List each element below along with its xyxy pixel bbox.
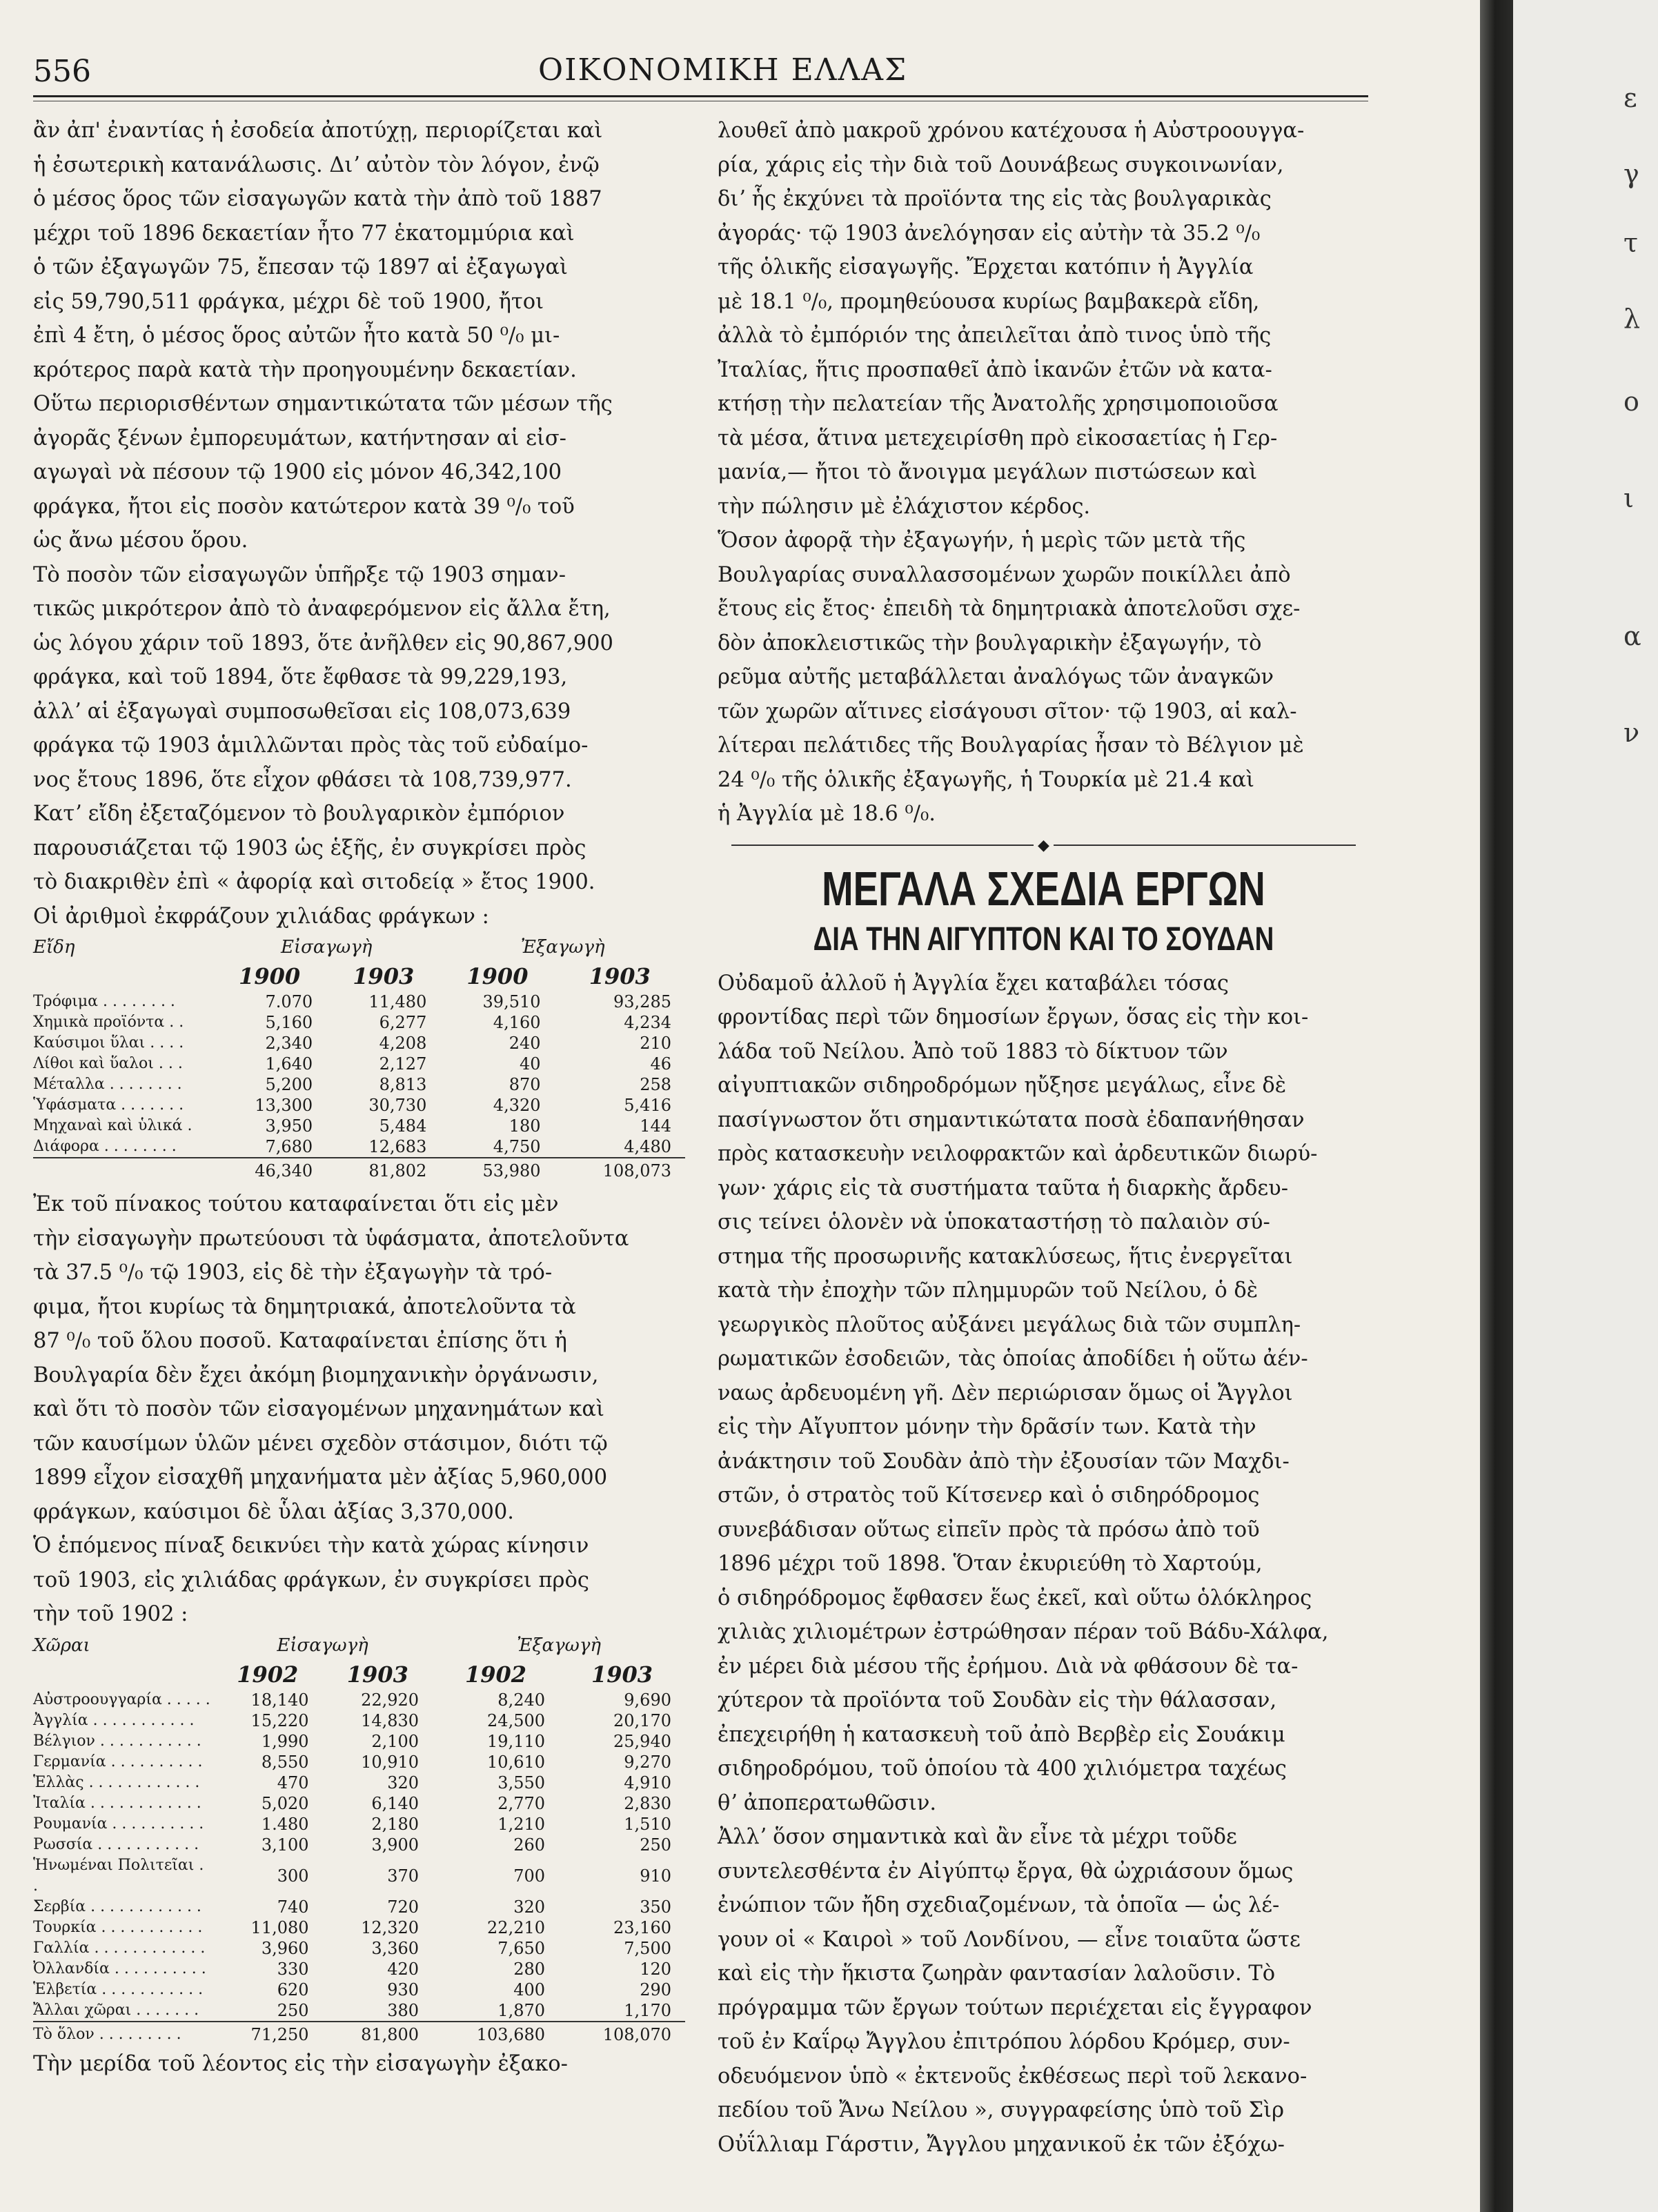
table-row-label: Μέταλλα . . . . . . . . (33, 1076, 182, 1093)
table-cell: 470 (277, 1772, 309, 1793)
table-cell: 2,180 (371, 1814, 420, 1834)
table-cell: 4,208 (379, 1034, 427, 1053)
table-row (33, 991, 685, 1012)
table-row-label: Ὑφάσματα . . . . . . . (33, 1096, 184, 1114)
table-cell: 23,160 (613, 1917, 671, 1937)
table-cell: 93,285 (613, 992, 671, 1011)
table-row-label: Σερβία . . . . . . . . . . . . (33, 1897, 201, 1915)
article-divider (718, 834, 1370, 856)
table-cell: 4,160 (493, 1013, 541, 1032)
table-cell: 3,100 (261, 1835, 309, 1855)
table-cell: 700 (513, 1866, 546, 1886)
table-cell: 4,910 (624, 1772, 671, 1793)
left-column (33, 114, 685, 2081)
table-group-export: Ἐξαγωγὴ (520, 937, 605, 958)
table-cell: 300 (277, 1866, 309, 1886)
table-cell: 720 (387, 1897, 420, 1917)
table-row (33, 1938, 685, 1959)
table-cell: 6,140 (371, 1793, 420, 1813)
table-cell: 19,110 (487, 1731, 546, 1751)
table-col-label: Εἴδη (33, 937, 75, 958)
table-year: 1902 (465, 1661, 527, 1688)
table-cell: 10,610 (487, 1752, 546, 1772)
table-total: 46,340 (213, 1158, 326, 1183)
table-total: 53,980 (440, 1158, 554, 1183)
page-number: 556 (33, 54, 91, 89)
edge-letter: α (1624, 621, 1641, 651)
table-row-label: Βέλγιον . . . . . . . . . . . (33, 1732, 201, 1750)
edge-letter: ο (1624, 386, 1639, 417)
table-row-label: Ἰταλία . . . . . . . . . . . . (33, 1794, 201, 1812)
table-cell: 400 (513, 1979, 546, 1999)
table-cell: 910 (640, 1866, 671, 1886)
table-cell: 10,910 (361, 1752, 420, 1772)
paragraph: ἂν ἀπ' ἐναντίας ἡ ἐσοδεία ἀποτύχῃ, περιορίζεται καὶ ἡ ἐσωτερικὴ κατανάλωσις. Διʼ αὐτὸν τὸν λόγον, ἐνῷ ὁ μέσος ὅρος τῶν εἰσαγωγῶν κατὰ τὴν ἀπὸ τοῦ 1887 μέχρι τοῦ 1896 δεκαετίαν ἦτο 77 ἑκατομμύρια καὶ ὁ τῶν ἐξαγωγῶν 75, ἔπεσαν τῷ 1897 αἱ ἐξαγωγαὶ εἰς 59,790,511 φράγκα, μέχρι δὲ τοῦ 1900, ἤτοι ἐπὶ 4 ἔτη, ὁ μέσος ὅρος αὐτῶν ἦτο κατὰ 50 ⁰/₀ μι- κρότερος παρὰ κατὰ τὴν προηγουμένην δεκαετίαν. Οὕτω περιορισθέντων σημαντικώτατα τῶν μέσων τῆς ἀγορᾶς ξένων ἐμπορευμάτων, κατήντησαν αἱ εἰσ- αγωγαὶ νὰ πέσουν τῷ 1900 εἰς μόνον 46,342,100 φράγκα, ἤτοι εἰς ποσὸν κατώτερον κατὰ 39 ⁰/₀ τοῦ ὡς ἄνω μέσου ὅρου. (33, 119, 613, 553)
table-cell: 9,690 (624, 1690, 671, 1710)
table-cell: 320 (513, 1897, 546, 1917)
table-cell: 1,170 (624, 2000, 671, 2020)
table-cell: 12,683 (368, 1137, 427, 1156)
article-title: ΜΕΓΑΛΑ ΣΧΕΔΙΑ ΕΡΓΩΝ (822, 861, 1265, 916)
table-cell: 11,080 (250, 1917, 309, 1937)
table-cell: 1,990 (261, 1731, 309, 1751)
table-cell: 740 (277, 1897, 309, 1917)
paragraph: Τὸ ποσὸν τῶν εἰσαγωγῶν ὑπῆρξε τῷ 1903 σημαν- τικῶς μικρότερον ἀπὸ τὸ ἀναφερόμενον εἰς ἄλλα ἔτη, ὡς λόγου χάριν τοῦ 1893, ὅτε ἀνῆλθεν εἰς 90,867,900 φράγκα, καὶ τοῦ 1894, ὅτε ἔφθασε τὰ 99,229,193, ἀλλʼ αἱ ἐξαγωγαὶ συμποσωθεῖσαι εἰς 108,073,639 φράγκα τῷ 1903 ἁμιλλῶνται πρὸς τὰς τοῦ εὐδαίμο- νος ἔτους 1896, ὅτε εἶχον φθάσει τὰ 108,739,977. (33, 562, 613, 792)
table-group-export: Ἐξαγωγὴ (517, 1635, 601, 1656)
table-cell: 39,510 (482, 992, 541, 1011)
table-cell: 3,960 (261, 1938, 309, 1958)
table-cell: 320 (387, 1772, 420, 1793)
table-row-label: Ρωσσία . . . . . . . . . . . (33, 1835, 199, 1853)
table-cell: 620 (277, 1979, 309, 1999)
paragraph: Τὴν μερίδα τοῦ λέοντος εἰς τὴν εἰσαγωγὴν ἐξακο- (33, 2051, 568, 2076)
table-total: 81,802 (326, 1158, 440, 1183)
table-cell: 22,210 (487, 1917, 546, 1937)
table-row (33, 1033, 685, 1054)
table-group-import: Εἰσαγωγὴ (277, 1635, 368, 1656)
table-row (33, 1793, 685, 1814)
table-cell: 7,680 (265, 1137, 313, 1156)
table-cell: 1,870 (497, 2000, 546, 2020)
table-cell: 210 (640, 1034, 671, 1053)
table-total: 108,073 (555, 1158, 685, 1183)
table-cell: 9,270 (624, 1752, 671, 1772)
table-cell: 180 (509, 1116, 541, 1136)
table-cell: 350 (640, 1897, 671, 1917)
table-row-label: Γαλλία . . . . . . . . . . . . (33, 1939, 206, 1957)
table-cell: 280 (513, 1959, 546, 1979)
table-row (33, 1772, 685, 1793)
table-year: 1903 (346, 1661, 408, 1688)
table-row-label: Ὀλλανδία . . . . . . . . . . (33, 1959, 206, 1977)
table-cell: 4,750 (493, 1137, 541, 1156)
table-row-label: Ρουμανία . . . . . . . . . . (33, 1815, 204, 1833)
table-cell: 3,360 (371, 1938, 420, 1958)
table-row-label: Ἡνωμέναι Πολιτεῖαι . . (33, 1856, 204, 1895)
paragraph: Ὁ ἑπόμενος πίναξ δεικνύει τὴν κατὰ χώρας κίνησιν τοῦ 1903, εἰς χιλιάδας φράγκων, ἐν συγκρίσει πρὸς τὴν τοῦ 1902 : (33, 1534, 589, 1626)
edge-letter: λ (1624, 304, 1641, 334)
table-row (33, 1855, 685, 1897)
table-row-label: Μηχαναὶ καὶ ὑλικά . (33, 1117, 193, 1134)
table-row (33, 1731, 685, 1752)
running-title: ΟΙΚΟΝΟΜΙΚΗ ΕΛΛΑΣ (538, 52, 908, 88)
paragraph: Οὐδαμοῦ ἀλλοῦ ἡ Ἀγγλία ἔχει καταβάλει τόσας φροντίδας περὶ τῶν δημοσίων ἔργων, ὅσας εἰς τὴν κοι- λάδα τοῦ Νείλου. Ἀπὸ τοῦ 1883 τὸ δίκτυον τῶν αἰγυπτιακῶν σιδηροδρόμων ηὔξησε μεγάλως, εἶνε δὲ πασίγνωστον ὅτι σημαντικώτατα ποσὰ ἐδαπανήθησαν πρὸς κατασκευὴν νειλοφρακτῶν καὶ ἀρδευτικῶν διωρύ- γων· χάρις εἰς τὰ συστήματα ταῦτα ἡ διαρκὴς ἄρδευ- σις τείνει ὁλονὲν νὰ ὑποκαταστήσῃ τὸ παλαιὸν σύ- στημα τῆς προσωρινῆς κατακλύσεως, ἥτις ἐνεργεῖται κατὰ τὴν ἐποχὴν τῶν πλημμυρῶν τοῦ Νείλου, ὁ δὲ γεωργικὸς πλοῦτος αὐξάνει μεγάλως διὰ τῶν συμπλη- ρωματικῶν ἐσοδειῶν, τὰς ὁποίας ἀποδίδει ἡ οὕτω ἀέν- ναως ἀρδευομένη γῆ. Δὲν περιώρισαν ὅμως οἱ Ἄγγλοι εἰς τὴν Αἴγυπτον μόνην τὴν δρᾶσίν των. Κατὰ τὴν ἀνάκτησιν τοῦ Σουδὰν ἀπὸ τὴν ἐξουσίαν τῶν Μαχδι- στῶν, ὁ στρατὸς τοῦ Κίτσενερ καὶ ὁ σιδηρόδρομος συνεβάδισαν οὕτως εἰπεῖν πρὸς τὰ πρόσω ἀπὸ τοῦ 1896 μέχρι τοῦ 1898. Ὅταν ἐκυριεύθη τὸ Χαρτούμ, ὁ σιδηρόδρομος ἔφθασεν ἕως ἐκεῖ, καὶ οὕτω ὁλόκληρος χιλιὰς χιλιομέτρων ἐστρώθησαν πέραν τοῦ Βάδυ-Χάλφα, ἐν μέρει διὰ μέσου τῆς ἐρήμου. Διὰ νὰ φθάσουν δὲ τα- χύτερον τὰ προϊόντα τοῦ Σουδὰν εἰς τὴν θάλασσαν, ἐπεχειρήθη ἡ κατασκευὴ τοῦ ἀπὸ Βερβὲρ εἰς Σουάκιμ σιδηροδρόμου, τοῦ ὁποίου τὰ 400 χιλιόμετρα ταχέως θʼ ἀποπερατωθῶσιν. (718, 971, 1329, 1815)
table-cell: 4,320 (493, 1096, 541, 1115)
table-cell: 2,770 (497, 1793, 546, 1813)
table-cell: 1,210 (497, 1814, 546, 1834)
book-gutter (1480, 0, 1513, 2212)
table-cell: 144 (640, 1116, 671, 1136)
table-cell: 120 (640, 1959, 671, 1979)
table-cell: 5,416 (624, 1096, 671, 1115)
edge-letter: ε (1624, 83, 1637, 113)
table-cell: 1,640 (265, 1054, 313, 1074)
table-cell: 330 (277, 1959, 309, 1979)
paragraph: Κατʼ εἴδη ἐξεταζόμενον τὸ βουλγαρικὸν ἐμπόριον παρουσιάζεται τῷ 1903 ὡς ἑξῆς, ἐν συγκρίσει πρὸς τὸ διακριθὲν ἐπὶ « ἀφορίᾳ καὶ σιτοδείᾳ » ἔτος 1900. Οἱ ἀριθμοὶ ἐκφράζουν χιλιάδας φράγκων : (33, 802, 595, 929)
table-total-label: Τὸ ὅλον . . . . . . . . . (33, 2022, 213, 2047)
table-cell: 22,920 (361, 1690, 420, 1710)
table-cell: 2,830 (624, 1793, 671, 1813)
table-cell: 30,730 (368, 1096, 427, 1115)
table-year: 1900 (466, 963, 529, 989)
table-cell: 25,940 (613, 1731, 671, 1751)
table-cell: 5,020 (261, 1793, 309, 1813)
table-year: 1903 (353, 963, 415, 989)
table-row-label: Γερμανία . . . . . . . . . . (33, 1752, 203, 1770)
table-row (33, 1054, 685, 1074)
table-cell: 15,220 (250, 1710, 309, 1730)
table-cell: 2,127 (379, 1054, 427, 1074)
table-row (33, 2000, 685, 2022)
table-row-label: Τρόφιμα . . . . . . . . (33, 993, 175, 1010)
table-cell: 2,340 (265, 1034, 313, 1053)
table-row (33, 1012, 685, 1033)
table-cell: 4,234 (624, 1013, 671, 1032)
table-row (33, 1814, 685, 1835)
header-rule (33, 95, 1368, 97)
table-cell: 14,830 (361, 1710, 420, 1730)
table-cell: 240 (509, 1034, 541, 1053)
next-page-edge (1513, 0, 1658, 2212)
table-cell: 12,320 (361, 1917, 420, 1937)
table-row (33, 1116, 685, 1136)
table-total: 81,800 (323, 2022, 433, 2047)
table-cell: 930 (387, 1979, 420, 1999)
table-row (33, 1917, 685, 1938)
table-cell: 6,277 (379, 1013, 427, 1032)
table-cell: 20,170 (613, 1710, 671, 1730)
table-cell: 2,100 (371, 1731, 420, 1751)
table-row-label: Τουρκία . . . . . . . . . . . (33, 1918, 203, 1936)
edge-letter: ν (1624, 718, 1640, 748)
edge-letter: γ (1624, 159, 1639, 189)
table-cell: 260 (513, 1835, 546, 1855)
table-cell: 420 (387, 1959, 420, 1979)
table-row-label: Ἀγγλία . . . . . . . . . . . (33, 1711, 195, 1729)
table-row (33, 1074, 685, 1095)
table-row-label: Ἑλβετία . . . . . . . . . . . (33, 1980, 204, 1998)
table-cell: 40 (519, 1054, 541, 1074)
table-row-label: Αὐστροουγγαρία . . . . . (33, 1690, 210, 1708)
table-cell: 5,160 (265, 1013, 313, 1032)
table-row (33, 1752, 685, 1772)
table-row (33, 1095, 685, 1116)
table-cell: 290 (640, 1979, 671, 1999)
table-row (33, 1835, 685, 1855)
table-row (33, 1136, 685, 1158)
table-cell: 250 (277, 2000, 309, 2020)
table-year: 1903 (591, 1661, 653, 1688)
table-cell: 4,480 (624, 1137, 671, 1156)
divider-ornament: ◆ (1034, 837, 1054, 854)
table-cell: 7.070 (265, 992, 313, 1011)
table-cell: 1,510 (624, 1814, 671, 1834)
edge-letter: τ (1624, 228, 1639, 258)
table-group-import: Εἰσαγωγὴ (281, 937, 373, 958)
table-cell: 870 (509, 1075, 541, 1094)
table-cell: 8,550 (261, 1752, 309, 1772)
table-trade-by-country (33, 1632, 685, 2047)
table-cell: 3,550 (497, 1772, 546, 1793)
table-row-label: Ἑλλὰς . . . . . . . . . . . . (33, 1773, 200, 1791)
right-column (718, 114, 1370, 2162)
table-year: 1900 (239, 963, 301, 989)
table-cell: 5,200 (265, 1075, 313, 1094)
table-cell: 370 (387, 1866, 420, 1886)
table-cell: 5,484 (379, 1116, 427, 1136)
table-row (33, 1979, 685, 2000)
table-cell: 8,240 (497, 1690, 546, 1710)
table-col-label: Χῶραι (33, 1635, 90, 1656)
edge-letter: ι (1624, 483, 1634, 513)
table-year: 1903 (589, 963, 651, 989)
table-cell: 46 (650, 1054, 671, 1074)
table-cell: 7,500 (624, 1938, 671, 1958)
paragraph: Ἐκ τοῦ πίνακος τούτου καταφαίνεται ὅτι εἰς μὲν τὴν εἰσαγωγὴν πρωτεύουσι τὰ ὑφάσματα, ἀποτελοῦντα τὰ 37.5 ⁰/₀ τῷ 1903, εἰς δὲ τὴν ἐξαγωγὴν τὰ τρό- φιμα, ἤτοι κυρίως τὰ δημητριακά, ἀποτελοῦντα τὰ 87 ⁰/₀ τοῦ ὅλου ποσοῦ. Καταφαίνεται ἐπίσης ὅτι ἡ Βουλγαρία δὲν ἔχει ἀκόμη βιομηχανικὴν ὀργάνωσιν, καὶ ὅτι τὸ ποσὸν τῶν εἰσαγομένων μηχανημάτων καὶ τῶν καυσίμων ὑλῶν μένει σχεδὸν στάσιμον, διότι τῷ 1899 εἶχον εἰσαχθῆ μηχανήματα μὲν ἀξίας 5,960,000 φράγκων, καύσιμοι δὲ ὗλαι ἀξίας 3,370,000. (33, 1192, 629, 1524)
table-cell: 380 (387, 2000, 420, 2020)
table-cell: 24,500 (487, 1710, 546, 1730)
paragraph: λουθεῖ ἀπὸ μακροῦ χρόνου κατέχουσα ἡ Αὐστροουγγα- ρία, χάρις εἰς τὴν διὰ τοῦ Δουνάβεως συγκοινωνίαν, διʼ ἧς ἐκχύνει τὰ προϊόντα της εἰς τὰς βουλγαρικὰς ἀγοράς· τῷ 1903 ἀνελόγησαν εἰς αὐτὴν τὰ 35.2 ⁰/₀ τῆς ὁλικῆς εἰσαγωγῆς. Ἔρχεται κατόπιν ἡ Ἀγγλία μὲ 18.1 ⁰/₀, προμηθεύουσα κυρίως βαμβακερὰ εἴδη, ἀλλὰ τὸ ἐμπόριόν της ἀπειλεῖται ἀπὸ τινος ὑπὸ τῆς Ἰταλίας, ἥτις προσπαθεῖ ἀπὸ ἱκανῶν ἐτῶν νὰ κατα- κτήσῃ τὴν πελατείαν τῆς Ἀνατολῆς χρησιμοποιοῦσα τὰ μέσα, ἅτινα μετεχειρίσθη πρὸ εἰκοσαετίας ἡ Γερ- μανία,— ἤτοι τὸ ἄνοιγμα μεγάλων πιστώσεων καὶ τὴν πώλησιν μὲ ἐλάχιστον κέρδος. (718, 119, 1305, 519)
table-cell: 1.480 (261, 1814, 309, 1834)
table-cell: 3,900 (371, 1835, 420, 1855)
table-total: 71,250 (213, 2022, 323, 2047)
table-row-label: Λίθοι καὶ ὕαλοι . . . (33, 1055, 183, 1072)
table-trade-by-category (33, 934, 685, 1183)
table-total: 103,680 (433, 2022, 559, 2047)
table-year: 1902 (237, 1661, 299, 1688)
table-row (33, 1897, 685, 1917)
table-total: 108,070 (559, 2022, 685, 2047)
table-row-label: Χημικὰ προϊόντα . . (33, 1014, 184, 1031)
table-row-label: Διάφορα . . . . . . . . (33, 1138, 177, 1155)
table-cell: 18,140 (250, 1690, 309, 1710)
table-cell: 3,950 (265, 1116, 313, 1136)
table-cell: 258 (640, 1075, 671, 1094)
table-row (33, 1959, 685, 1979)
table-cell: 11,480 (368, 992, 427, 1011)
paragraph: Ἀλλʼ ὅσον σημαντικὰ καὶ ἂν εἶνε τὰ μέχρι τοῦδε συντελεσθέντα ἐν Αἰγύπτῳ ἔργα, θὰ ὠχριάσουν ὅμως ἐνώπιον τῶν ἤδη σχεδιαζομένων, τὰ ὁποῖα — ὡς λέ- γουν οἱ « Καιροὶ » τοῦ Λονδίνου, — εἶνε τοιαῦτα ὥστε καὶ εἰς τὴν ἥκιστα ζωηρὰν φαντασίαν λαλοῦσιν. Τὸ πρόγραμμα τῶν ἔργων τούτων περιέχεται εἰς ἔγγραφον τοῦ ἐν Καΐρῳ Ἄγγλου ἐπιτρόπου λόρδου Κρόμερ, συν- οδευόμενον ὑπὸ « ἐκτενοῦς ἐκθέσεως περὶ τοῦ λεκανο- πεδίου τοῦ Ἄνω Νείλου », συγγραφείσης ὑπὸ τοῦ Σὶρ Οὐΐλλιαμ Γάρστιν, Ἄγγλου μηχανικοῦ ἐκ τῶν ἐξόχω- (718, 1825, 1312, 2157)
table-cell: 250 (640, 1835, 671, 1855)
table-cell: 8,813 (379, 1075, 427, 1094)
table-row-label: Ἄλλαι χῶραι . . . . . . . (33, 2001, 199, 2019)
table-row-label: Καύσιμοι ὕλαι . . . . (33, 1034, 184, 1051)
paragraph: Ὅσον ἀφορᾷ τὴν ἐξαγωγήν, ἡ μερὶς τῶν μετὰ τῆς Βουλγαρίας συναλλασσομένων χωρῶν ποικίλλει ἀπὸ ἔτους εἰς ἔτος· ἐπειδὴ τὰ δημητριακὰ ἀποτελοῦσι σχε- δὸν ἀποκλειστικῶς τὴν βουλγαρικὴν ἐξαγωγήν, τὸ ρεῦμα αὐτῆς μεταβάλλεται ἀναλόγως τῶν ἀναγκῶν τῶν χωρῶν αἵτινες εἰσάγουσι σῖτον· τῷ 1903, αἱ καλ- λίτεραι πελάτιδες τῆς Βουλγαρίας ἦσαν τὸ Βέλγιον μὲ 24 ⁰/₀ τῆς ὁλικῆς ἐξαγωγῆς, ἡ Τουρκία μὲ 21.4 καὶ ἡ Ἀγγλία μὲ 18.6 ⁰/₀. (718, 529, 1304, 826)
table-row (33, 1710, 685, 1731)
table-cell: 13,300 (255, 1096, 313, 1115)
table-row (33, 1690, 685, 1710)
table-cell: 7,650 (497, 1938, 546, 1958)
article-subtitle: ΔΙΑ ΤΗΝ ΑΙΓΥΠΤΟΝ ΚΑΙ ΤΟ ΣΟΥΔΑΝ (813, 920, 1274, 958)
